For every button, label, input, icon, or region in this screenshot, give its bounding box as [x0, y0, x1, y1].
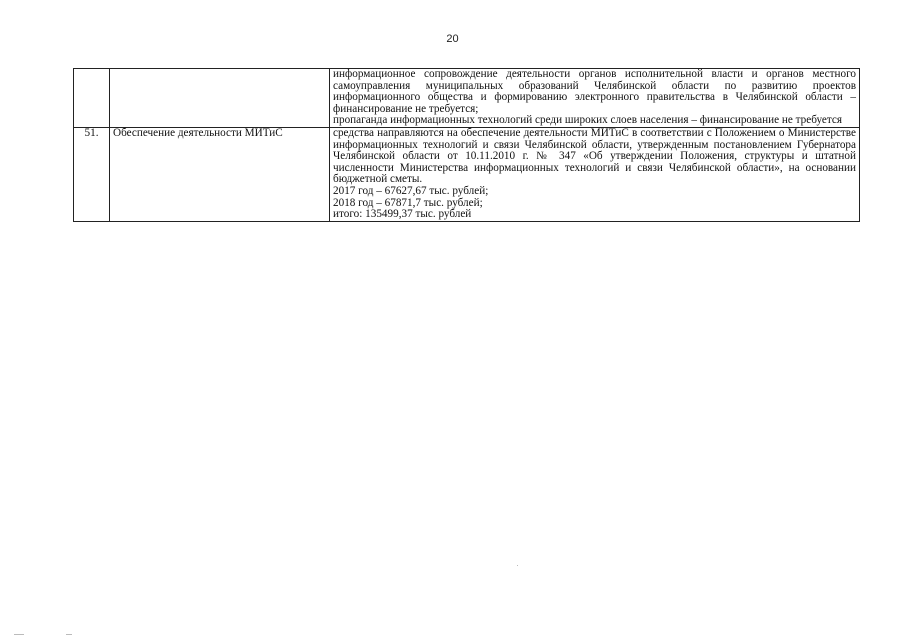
row-number-cell — [74, 69, 110, 128]
scan-artifact — [14, 634, 24, 635]
description-paragraph: пропаганда информационных технологий среди широких слоев населения – финансирование не требуется — [333, 114, 843, 127]
funding-2017: 2017 год – 67627,67 тыс. рублей; — [333, 184, 489, 197]
funding-2018: 2018 год – 67871,7 тыс. рублей; — [333, 196, 483, 209]
funding-total: итого: 135499,37 тыс. рублей — [333, 208, 472, 221]
scan-artifact — [517, 565, 518, 566]
row-number-cell: 51. — [74, 127, 110, 221]
table-row — [74, 69, 860, 128]
row-description-cell — [330, 127, 860, 221]
description-paragraph: средства направляются на обеспечение деятельности МИТиС в соответствии с Положением о Министерстве информационных технологий и связи Челябинской области, утвержденным постановлением Губернатора Челябинской области от 10.11.2010 г. № 347 «Об утверждении Положения, структуры и штатной численности Министерства информационных технологий и связи Челябинской области», на основании бюджетной сметы. — [333, 126, 856, 186]
row-description-cell — [330, 69, 860, 128]
description-paragraph: информационное сопровождение деятельности органов исполнительной власти и органов местного самоуправления муниципальных образований Челябинской области по развитию проектов информационного общества и формированию электронного правительства в Челябинской области – финансирование не требуется; — [333, 68, 856, 115]
scan-artifact — [66, 634, 72, 635]
row-name-cell — [110, 69, 330, 128]
row-name-cell: Обеспечение деятельности МИТиС — [110, 127, 330, 221]
table-row — [74, 127, 860, 221]
funding-table — [73, 68, 860, 222]
page-number: 20 — [446, 33, 459, 45]
